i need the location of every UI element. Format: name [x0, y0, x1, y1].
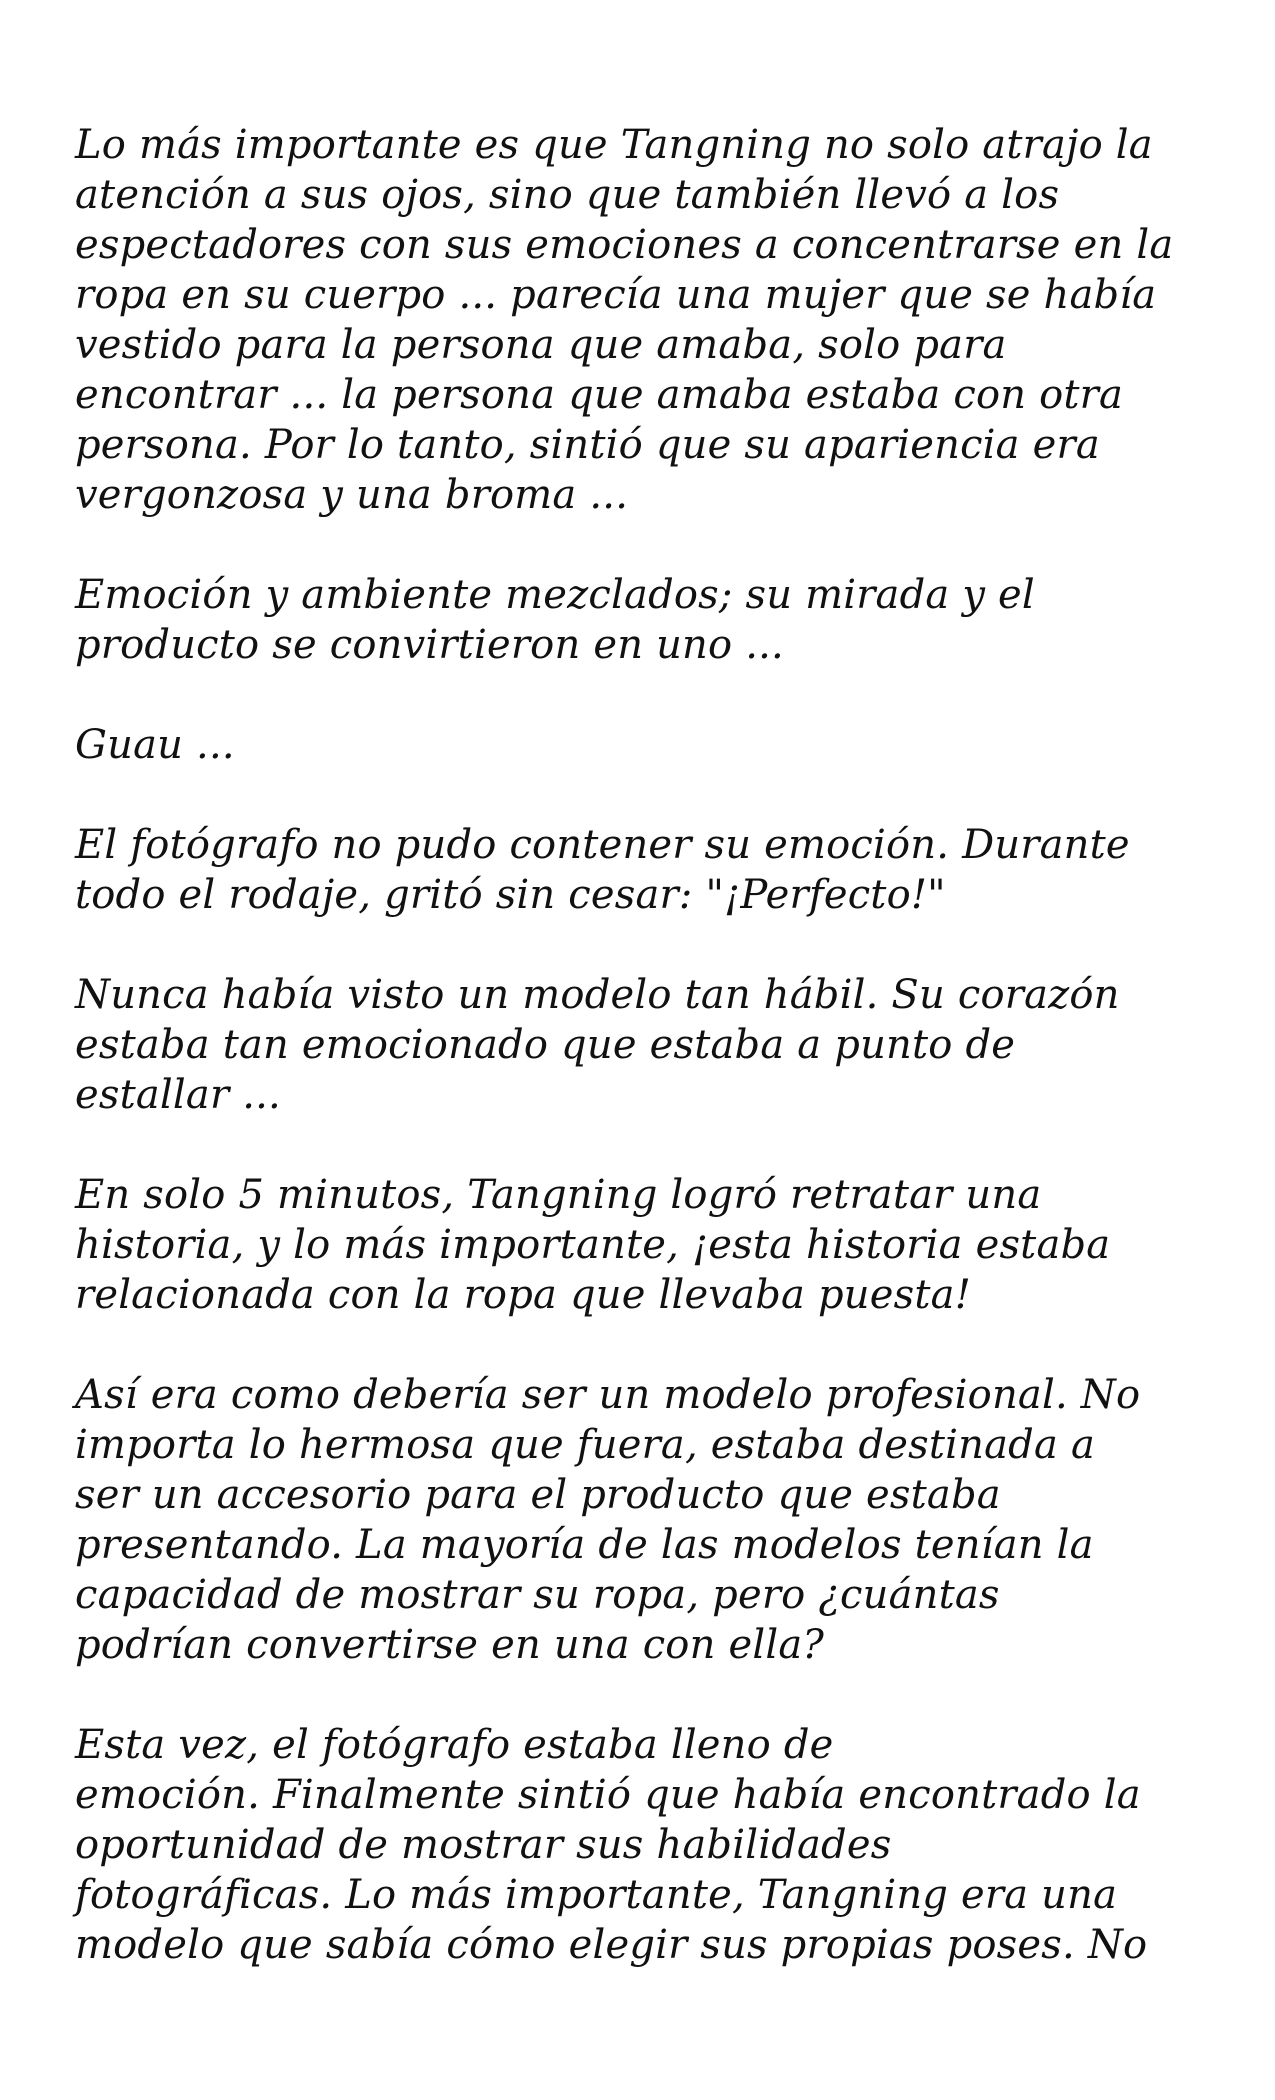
- text-line: importa lo hermosa que fuera, estaba destinada a: [75, 1422, 1095, 1468]
- text-line: Guau ...: [75, 722, 235, 768]
- text-line: oportunidad de mostrar sus habilidades: [75, 1822, 892, 1868]
- paragraph-5: [75, 970, 1225, 1120]
- paragraph-2: [75, 570, 1225, 670]
- paragraph-1: [75, 120, 1225, 520]
- text-line: fotográficas. Lo más importante, Tangning era una: [75, 1872, 1118, 1918]
- text-line: ropa en su cuerpo ... parecía una mujer que se había: [75, 272, 1157, 318]
- text-line: historia, y lo más importante, ¡esta historia estaba: [75, 1222, 1111, 1268]
- paragraph-7: [75, 1370, 1225, 1670]
- text-line: espectadores con sus emociones a concentrarse en la: [75, 222, 1174, 268]
- text-line: El fotógrafo no pudo contener su emoción. Durante: [75, 822, 1130, 868]
- paragraph-4: [75, 820, 1225, 920]
- text-line: atención a sus ojos, sino que también llevó a los: [75, 172, 1060, 218]
- text-line: vestido para la persona que amaba, solo para: [75, 322, 1007, 368]
- text-line: relacionada con la ropa que llevaba puesta!: [75, 1272, 971, 1318]
- text-line: podrían convertirse en una con ella?: [75, 1622, 825, 1668]
- text-line: modelo que sabía cómo elegir sus propias poses. No: [75, 1922, 1148, 1968]
- paragraph-6: [75, 1170, 1225, 1320]
- text-line: todo el rodaje, gritó sin cesar: "¡Perfecto!": [75, 872, 946, 918]
- text-line: encontrar ... la persona que amaba estaba con otra: [75, 372, 1124, 418]
- text-line: vergonzosa y una broma ...: [75, 472, 629, 518]
- text-line: persona. Por lo tanto, sintió que su apariencia era: [75, 422, 1100, 468]
- text-line: producto se convirtieron en uno ...: [75, 622, 784, 668]
- text-line: ser un accesorio para el producto que estaba: [75, 1472, 1001, 1518]
- text-line: estaba tan emocionado que estaba a punto de: [75, 1022, 1016, 1068]
- text-line: estallar ...: [75, 1072, 281, 1118]
- text-line: Así era como debería ser un modelo profesional. No: [75, 1372, 1141, 1418]
- text-line: Lo más importante es que Tangning no solo atrajo la: [75, 122, 1153, 168]
- text-line: presentando. La mayoría de las modelos tenían la: [75, 1522, 1094, 1568]
- document-body: [75, 120, 1225, 2020]
- text-line: En solo 5 minutos, Tangning logró retratar una: [75, 1172, 1042, 1218]
- text-line: Esta vez, el fotógrafo estaba lleno de: [75, 1722, 834, 1768]
- paragraph-8: [75, 1720, 1225, 1970]
- text-line: capacidad de mostrar su ropa, pero ¿cuántas: [75, 1572, 1000, 1618]
- text-line: Emoción y ambiente mezclados; su mirada y el: [75, 572, 1035, 618]
- text-line: emoción. Finalmente sintió que había encontrado la: [75, 1772, 1141, 1818]
- paragraph-3: [75, 720, 1225, 770]
- text-line: Nunca había visto un modelo tan hábil. Su corazón: [75, 972, 1120, 1018]
